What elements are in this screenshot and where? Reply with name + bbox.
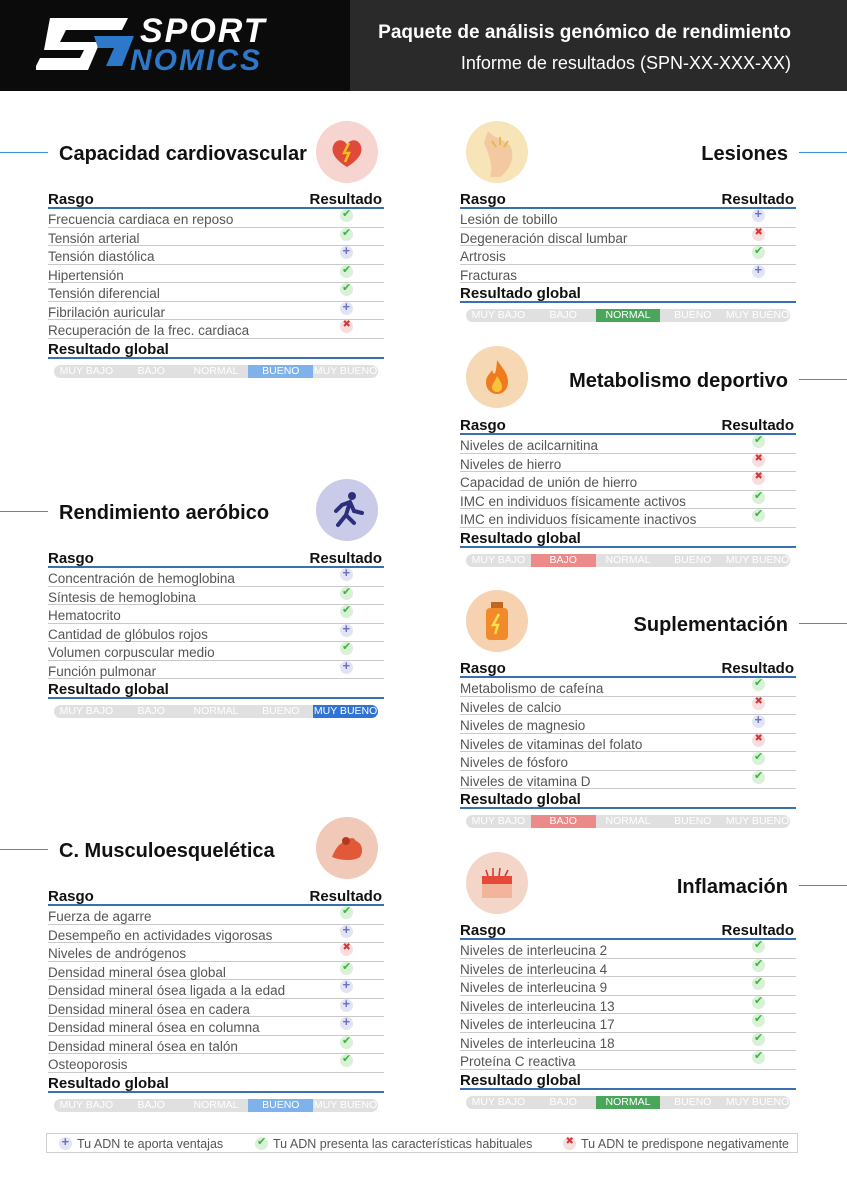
plus-icon — [340, 624, 353, 637]
header-title-panel — [350, 0, 847, 91]
trait-label: Niveles de interleucina 18 — [460, 1035, 615, 1051]
table-row — [48, 661, 384, 680]
legend-item-plus — [59, 1137, 223, 1151]
knee-injury-icon — [466, 121, 528, 183]
table-row — [460, 977, 796, 996]
table-row — [460, 491, 796, 510]
trait-table-suplementacion — [460, 660, 796, 828]
cross-icon — [340, 943, 353, 956]
cross-icon — [752, 228, 765, 241]
trait-label: Cantidad de glóbulos rojos — [48, 626, 208, 642]
heart-icon — [316, 121, 378, 183]
section-rule — [799, 885, 847, 886]
trait-label: Densidad mineral ósea en columna — [48, 1020, 260, 1035]
plus-icon — [340, 302, 353, 315]
global-result-scale — [466, 1096, 790, 1109]
scale-segment: MUY BAJO — [59, 705, 114, 717]
trait-label: Metabolismo de cafeína — [460, 681, 604, 696]
global-result-label: Resultado global — [48, 340, 169, 358]
checkmark-icon — [752, 1033, 765, 1046]
scale-segment: MUY BUENO — [313, 705, 378, 717]
checkmark-icon — [752, 435, 765, 448]
legend-bar — [46, 1133, 798, 1153]
cross-icon — [752, 472, 765, 485]
checkmark-icon — [340, 1054, 353, 1067]
column-header-trait: Rasgo — [460, 191, 506, 208]
table-row — [48, 283, 384, 302]
global-result-heading — [460, 285, 796, 303]
trait-label: Niveles de calcio — [460, 699, 562, 715]
scale-segment: NORMAL — [605, 553, 651, 566]
checkmark-icon — [340, 906, 353, 919]
cross-icon — [340, 320, 353, 333]
logo-text-sport: SPORT — [140, 12, 267, 50]
table-row — [48, 302, 384, 321]
global-result-label: Resultado global — [48, 681, 169, 698]
section-title-suplementacion: Suplementación — [633, 614, 788, 636]
trait-label: Niveles de interleucina 2 — [460, 943, 608, 958]
trait-label: Tensión arterial — [48, 230, 140, 246]
scale-segment: BUENO — [674, 1095, 712, 1108]
trait-label: Densidad mineral ósea en talón — [48, 1038, 238, 1054]
scale-segment: BAJO — [137, 705, 165, 717]
legend-item-bad — [563, 1137, 789, 1151]
section-title-metabolismo: Metabolismo deportivo — [569, 370, 788, 392]
trait-label: Hipertensión — [48, 267, 124, 283]
scale-segment: BAJO — [531, 554, 596, 567]
sportnomics-logo — [36, 8, 316, 78]
table-row — [48, 568, 384, 587]
table-row — [460, 246, 796, 265]
scale-segment: MUY BAJO — [471, 553, 526, 566]
checkmark-icon — [340, 228, 353, 241]
table-header — [460, 922, 796, 940]
trait-label: Proteína C reactiva — [460, 1054, 576, 1069]
trait-label: Niveles de hierro — [460, 456, 562, 472]
checkmark-icon — [752, 509, 765, 522]
plus-icon — [340, 980, 353, 993]
trait-label: Lesión de tobillo — [460, 212, 558, 227]
trait-label: Niveles de acilcarnitina — [460, 438, 599, 453]
section-rule — [0, 849, 48, 850]
plus-icon — [340, 246, 353, 259]
global-result-heading — [48, 681, 384, 699]
checkmark-icon — [340, 209, 353, 222]
trait-table-lesiones — [460, 191, 796, 322]
trait-label: Degeneración discal lumbar — [460, 230, 628, 246]
global-result-label: Resultado global — [460, 285, 581, 302]
table-row — [460, 771, 796, 790]
scale-segment: BUENO — [674, 815, 712, 827]
global-result-heading — [460, 1072, 796, 1090]
section-title-cardio: Capacidad cardiovascular — [59, 143, 307, 165]
trait-table-aerobic — [48, 550, 384, 718]
checkmark-icon — [752, 491, 765, 504]
checkmark-icon — [340, 962, 353, 975]
checkmark-icon — [340, 283, 353, 296]
scale-segment: MUY BUENO — [313, 364, 378, 377]
checkmark-icon — [752, 246, 765, 259]
scale-segment: BUENO — [674, 309, 712, 321]
scale-segment: NORMAL — [596, 1096, 661, 1109]
plus-icon — [340, 999, 353, 1012]
global-result-heading — [460, 791, 796, 809]
scale-segment: BAJO — [137, 364, 165, 377]
trait-label: Volumen corpuscular medio — [48, 645, 215, 660]
scale-segment: BUENO — [262, 705, 300, 717]
column-header-trait: Rasgo — [460, 922, 506, 939]
cross-icon — [752, 697, 765, 710]
cross-icon — [563, 1137, 576, 1150]
table-row — [460, 715, 796, 734]
trait-label: Niveles de vitaminas del folato — [460, 736, 643, 752]
checkmark-icon — [752, 771, 765, 784]
checkmark-icon — [752, 752, 765, 765]
section-title-aerobic: Rendimiento aeróbico — [59, 502, 270, 524]
table-row — [48, 228, 384, 247]
global-result-label: Resultado global — [460, 791, 581, 808]
checkmark-icon — [340, 587, 353, 600]
trait-label: Tensión diastólica — [48, 249, 155, 264]
scale-segment: MUY BAJO — [59, 1098, 114, 1111]
table-row — [48, 642, 384, 661]
plus-icon — [752, 209, 765, 222]
section-title-inflamacion: Inflamación — [676, 876, 788, 898]
trait-label: IMC en individuos físicamente activos — [460, 493, 686, 509]
section-title-lesiones: Lesiones — [701, 143, 788, 165]
checkmark-icon — [752, 1014, 765, 1027]
scale-segment: MUY BUENO — [313, 1098, 378, 1111]
logo-mark-icon — [36, 14, 136, 74]
legend-plus-text: Tu ADN te aporta ventajas — [77, 1137, 224, 1151]
table-row — [48, 246, 384, 265]
scale-segment: BAJO — [137, 1098, 165, 1111]
table-row — [48, 999, 384, 1018]
column-header-result: Resultado — [309, 191, 382, 208]
table-row — [48, 906, 384, 925]
scale-segment: MUY BAJO — [471, 815, 526, 827]
inflamed-skin-icon — [466, 852, 528, 914]
section-rule — [799, 152, 847, 153]
table-header — [48, 191, 384, 209]
trait-label: Fracturas — [460, 267, 518, 283]
plus-icon — [340, 568, 353, 581]
runner-icon — [316, 479, 378, 541]
table-row — [460, 1051, 796, 1070]
trait-label: Función pulmonar — [48, 663, 157, 679]
table-row — [460, 209, 796, 228]
report-header — [0, 0, 847, 91]
global-result-label: Resultado global — [460, 529, 581, 547]
global-result-scale — [466, 309, 790, 322]
column-header-result: Resultado — [721, 922, 794, 939]
checkmark-icon — [340, 265, 353, 278]
global-result-scale — [54, 1099, 378, 1112]
scale-segment: MUY BUENO — [725, 815, 790, 827]
scale-segment: BAJO — [549, 309, 577, 321]
plus-icon — [752, 715, 765, 728]
global-result-label: Resultado global — [48, 1074, 169, 1092]
flame-icon — [466, 346, 528, 408]
column-header-trait: Rasgo — [460, 660, 506, 677]
scale-segment: MUY BUENO — [725, 553, 790, 566]
scale-segment: NORMAL — [193, 705, 239, 717]
logo-text-nomics: NOMICS — [130, 44, 262, 77]
trait-label: Capacidad de unión de hierro — [460, 475, 638, 490]
table-row — [460, 265, 796, 284]
trait-table-inflamacion — [460, 922, 796, 1109]
cross-icon — [752, 454, 765, 467]
table-row — [48, 980, 384, 999]
trait-label: Densidad mineral ósea ligada a la edad — [48, 983, 286, 998]
global-result-scale — [54, 365, 378, 378]
scale-segment: BUENO — [248, 365, 313, 378]
table-row — [460, 678, 796, 697]
table-row — [48, 1017, 384, 1036]
trait-label: Niveles de fósforo — [460, 755, 569, 770]
checkmark-icon — [752, 678, 765, 691]
global-result-heading — [48, 341, 384, 359]
checkmark-icon — [255, 1137, 268, 1150]
trait-table-musculo — [48, 888, 384, 1112]
global-result-scale — [54, 705, 378, 718]
table-row — [460, 996, 796, 1015]
table-header — [48, 550, 384, 568]
table-row — [48, 320, 384, 339]
legend-item-ok — [255, 1137, 532, 1151]
table-header — [48, 888, 384, 906]
checkmark-icon — [752, 977, 765, 990]
plus-icon — [752, 265, 765, 278]
trait-label: Niveles de interleucina 4 — [460, 961, 608, 977]
global-result-label: Resultado global — [460, 1071, 581, 1089]
trait-label: Niveles de interleucina 17 — [460, 1017, 615, 1032]
trait-label: Niveles de magnesio — [460, 718, 586, 733]
table-row — [460, 734, 796, 753]
table-row — [48, 605, 384, 624]
cross-icon — [752, 734, 765, 747]
trait-label: Desempeño en actividades vigorosas — [48, 927, 273, 943]
trait-label: Tensión diferencial — [48, 286, 160, 301]
scale-segment: MUY BUENO — [725, 1095, 790, 1108]
table-header — [460, 417, 796, 435]
table-row — [460, 752, 796, 771]
table-row — [460, 697, 796, 716]
table-row — [460, 509, 796, 528]
trait-label: Niveles de vitamina D — [460, 773, 591, 789]
checkmark-icon — [752, 959, 765, 972]
table-row — [48, 962, 384, 981]
trait-label: Niveles de interleucina 9 — [460, 980, 608, 995]
column-header-result: Resultado — [721, 660, 794, 677]
trait-label: Densidad mineral ósea en cadera — [48, 1001, 250, 1017]
checkmark-icon — [752, 1051, 765, 1064]
table-row — [460, 228, 796, 247]
table-row — [460, 454, 796, 473]
trait-label: Frecuencia cardiaca en reposo — [48, 212, 234, 227]
scale-segment: BUENO — [674, 553, 712, 566]
scale-segment: NORMAL — [596, 309, 661, 322]
column-header-trait: Rasgo — [460, 417, 506, 434]
report-subtitle: Informe de resultados (SPN-XX-XXX-XX) — [460, 53, 791, 73]
global-result-scale — [466, 554, 790, 567]
plus-icon — [340, 925, 353, 938]
checkmark-icon — [340, 642, 353, 655]
table-row — [460, 1014, 796, 1033]
trait-label: Fibrilación auricular — [48, 304, 166, 320]
trait-label: Concentración de hemoglobina — [48, 571, 235, 586]
plus-icon — [59, 1137, 72, 1150]
scale-segment: BAJO — [549, 1095, 577, 1108]
checkmark-icon — [752, 996, 765, 1009]
scale-segment: NORMAL — [605, 815, 651, 827]
trait-label: Fuerza de agarre — [48, 909, 152, 924]
table-row — [460, 1033, 796, 1052]
trait-label: Hematocrito — [48, 608, 121, 623]
trait-table-metabolismo — [460, 417, 796, 567]
plus-icon — [340, 661, 353, 674]
column-header-trait: Rasgo — [48, 191, 94, 208]
trait-label: Artrosis — [460, 249, 506, 264]
column-header-result: Resultado — [721, 191, 794, 208]
checkmark-icon — [752, 940, 765, 953]
scale-segment: MUY BAJO — [471, 1095, 526, 1108]
section-title-musculo: C. Musculoesquelética — [59, 840, 275, 862]
checkmark-icon — [340, 1036, 353, 1049]
section-rule — [0, 511, 48, 512]
trait-label: Osteoporosis — [48, 1057, 128, 1072]
column-header-result: Resultado — [309, 550, 382, 567]
report-title: Paquete de análisis genómico de rendimiento — [378, 22, 791, 43]
table-header — [460, 660, 796, 678]
scale-segment: BAJO — [531, 815, 596, 828]
global-result-scale — [466, 815, 790, 828]
table-row — [48, 1036, 384, 1055]
column-header-trait: Rasgo — [48, 550, 94, 567]
table-row — [48, 265, 384, 284]
section-rule — [799, 623, 847, 624]
global-result-heading — [460, 530, 796, 548]
table-row — [460, 959, 796, 978]
table-row — [460, 435, 796, 454]
table-row — [48, 624, 384, 643]
scale-segment: MUY BUENO — [725, 309, 790, 321]
trait-label: Síntesis de hemoglobina — [48, 589, 196, 605]
checkmark-icon — [340, 605, 353, 618]
muscle-arm-icon — [316, 817, 378, 879]
trait-label: Niveles de interleucina 13 — [460, 998, 615, 1014]
trait-label: Recuperación de la frec. cardiaca — [48, 323, 250, 338]
scale-segment: NORMAL — [193, 1098, 239, 1111]
legend-bad-text: Tu ADN te predispone negativamente — [581, 1137, 789, 1151]
legend-ok-text: Tu ADN presenta las características habituales — [273, 1137, 533, 1151]
scale-segment: MUY BAJO — [59, 364, 114, 377]
table-row — [48, 943, 384, 962]
table-row — [460, 472, 796, 491]
trait-label: Niveles de andrógenos — [48, 946, 187, 961]
trait-label: Densidad mineral ósea global — [48, 964, 226, 980]
column-header-trait: Rasgo — [48, 888, 94, 905]
table-row — [48, 587, 384, 606]
supplement-bottle-icon — [466, 590, 528, 652]
scale-segment: BUENO — [248, 1099, 313, 1112]
column-header-result: Resultado — [309, 888, 382, 905]
table-row — [48, 1054, 384, 1073]
scale-segment: NORMAL — [193, 364, 239, 377]
plus-icon — [340, 1017, 353, 1030]
table-header — [460, 191, 796, 209]
section-rule — [0, 152, 48, 153]
trait-table-cardio — [48, 191, 384, 378]
table-row — [460, 940, 796, 959]
global-result-heading — [48, 1075, 384, 1093]
table-row — [48, 209, 384, 228]
column-header-result: Resultado — [721, 417, 794, 434]
section-rule — [799, 379, 847, 380]
trait-label: IMC en individuos físicamente inactivos — [460, 512, 697, 527]
scale-segment: MUY BAJO — [471, 309, 526, 321]
table-row — [48, 925, 384, 944]
